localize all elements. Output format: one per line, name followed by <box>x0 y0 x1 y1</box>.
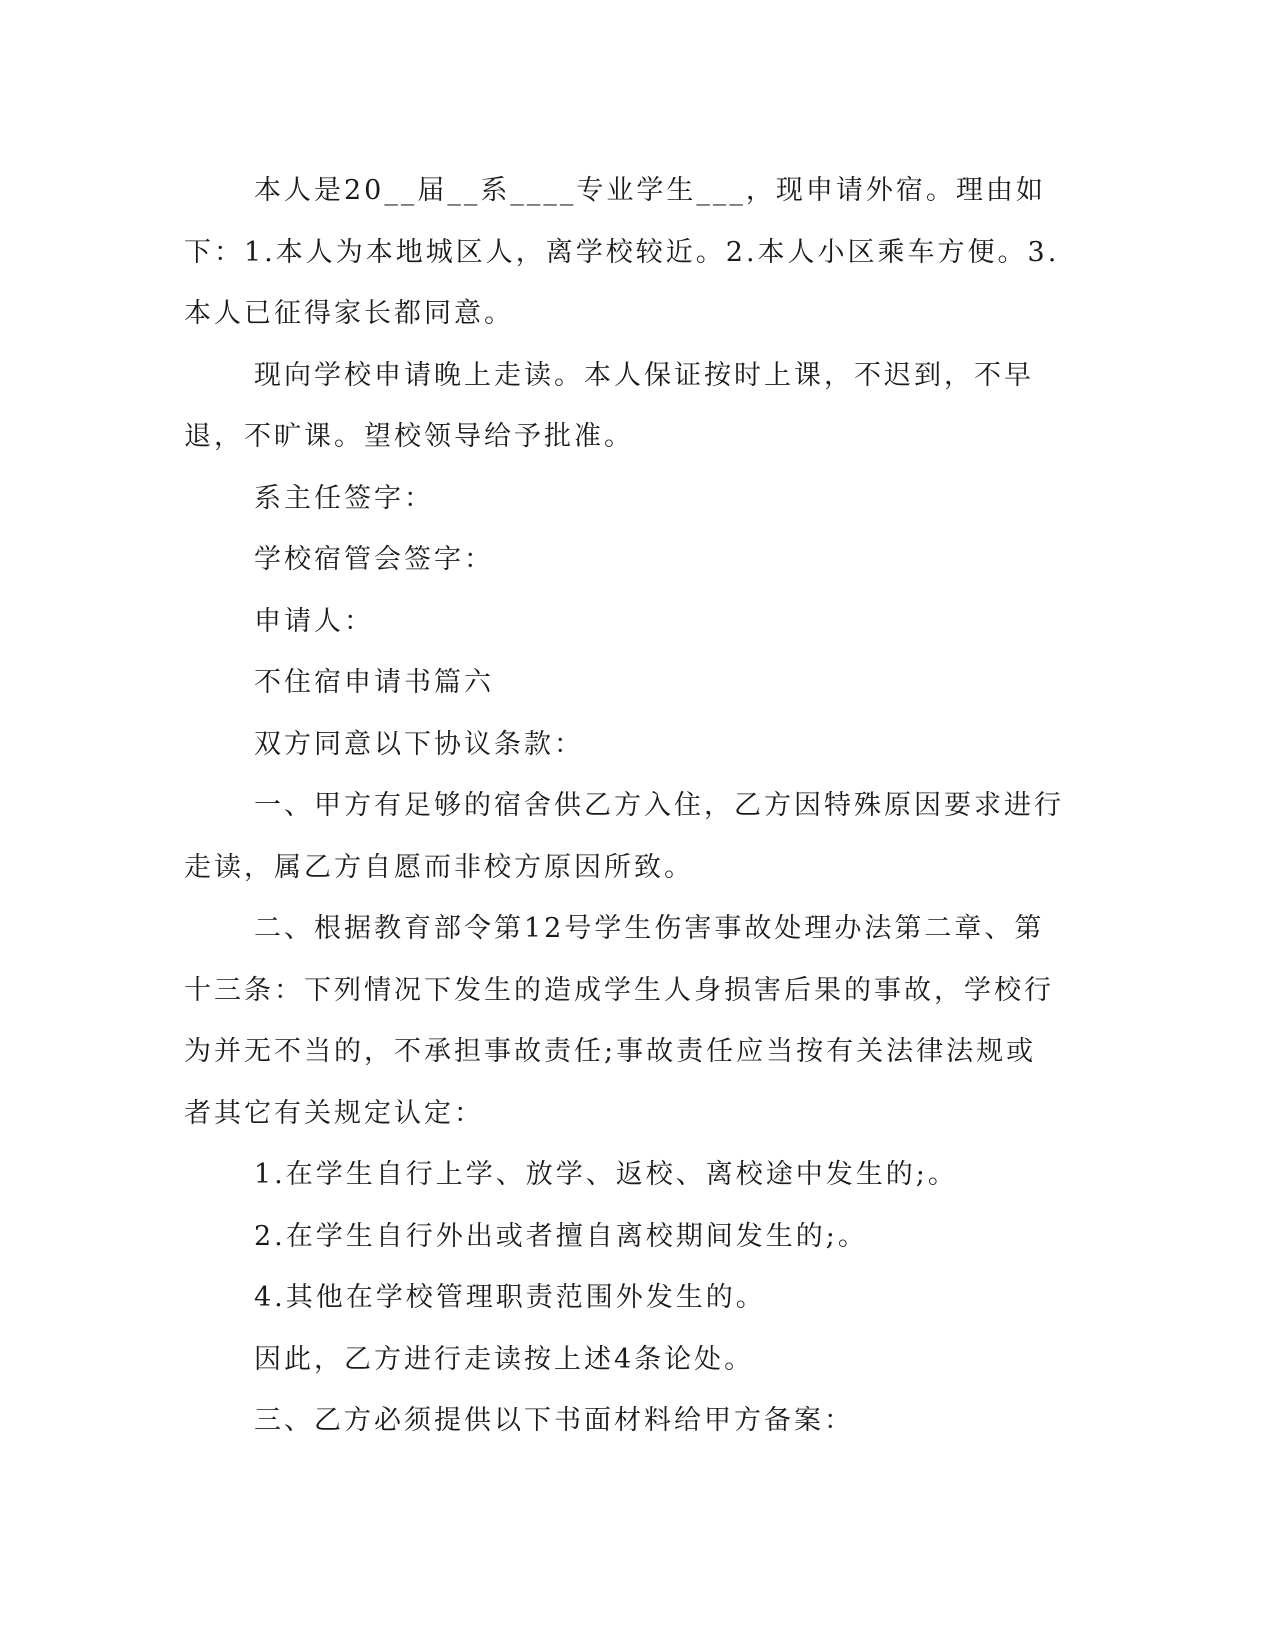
document-body <box>184 160 1064 1452</box>
paragraph-application-reason: 本人是20__届__系____专业学生___，现申请外宿。理由如下：1.本人为本地城区人，离学校较近。2.本人小区乘车方便。3.本人已征得家长都同意。 <box>184 175 1060 329</box>
clause-two: 二、根据教育部令第12号学生伤害事故处理办法第二章、第十三条：下列情况下发生的造成学生人身损害后果的事故，学校行为并无不当的，不承担事故责任;事故责任应当按有关法律法规或者其它有关规定认定： <box>184 913 1054 1129</box>
list-item-4: 4.其他在学校管理职责范围外发生的。 <box>254 1282 766 1313</box>
applicant-label: 申请人： <box>254 605 374 637</box>
paragraph-request: 现向学校申请晚上走读。本人保证按时上课，不迟到，不早退，不旷课。望校领导给予批准。 <box>184 359 1034 452</box>
clause-one: 一、甲方有足够的宿舍供乙方入住，乙方因特殊原因要求进行走读，属乙方自愿而非校方原因所致。 <box>184 790 1064 883</box>
agreement-intro: 双方同意以下协议条款： <box>254 728 584 760</box>
list-item-1: 1.在学生自行上学、放学、返校、离校途中发生的;。 <box>254 1159 958 1190</box>
dorm-committee-signature-label: 学校宿管会签字： <box>254 544 494 575</box>
department-head-signature-label: 系主任签字： <box>254 482 434 514</box>
list-item-2: 2.在学生自行外出或者擅自离校期间发生的;。 <box>254 1220 868 1252</box>
clause-two-conclusion: 因此，乙方进行走读按上述4条论处。 <box>254 1343 755 1375</box>
clause-three: 三、乙方必须提供以下书面材料给甲方备案： <box>254 1405 854 1436</box>
section-title: 不住宿申请书篇六 <box>254 667 494 698</box>
